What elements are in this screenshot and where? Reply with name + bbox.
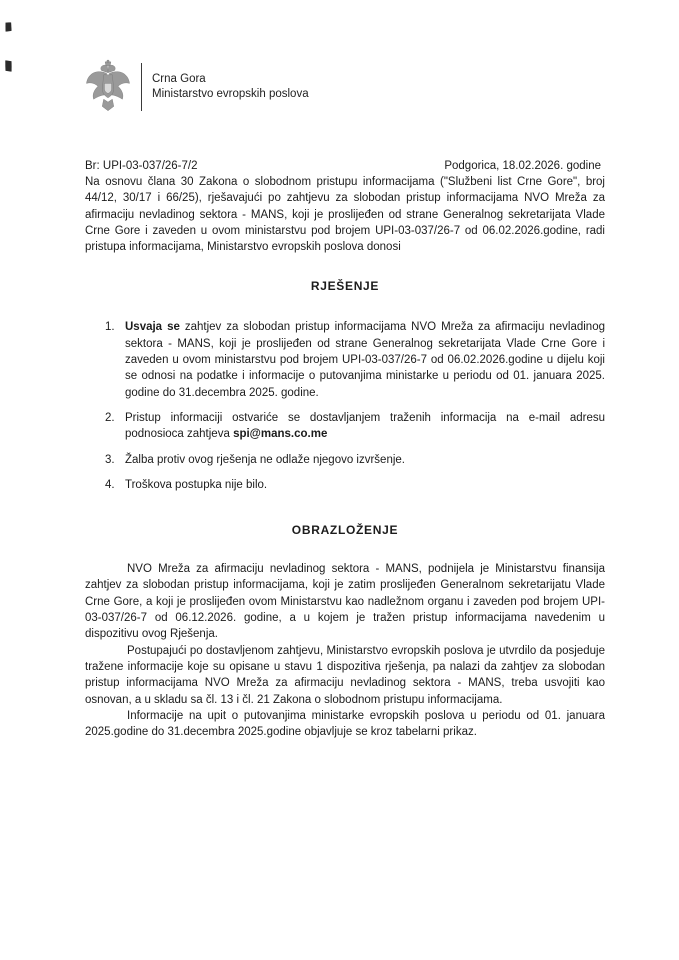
email-address: spi@mans.co.me	[233, 428, 328, 441]
country-name: Crna Gora	[152, 73, 206, 85]
decision-item-1	[105, 319, 605, 400]
explanation-paragraph-2: Postupajući po dostavljenom zahtjevu, Ministarstvo evropskih poslova je utvrdilo da posjeduje tražene informacije koje su opisane u stavu 1 dispozitiva rješenja, pa nalazi da zahtjev za slobodan pristup informacijama NVO Mreža za afirmaciju nevladinog sektora - MANS, treba usvojiti kao osnovan, a u skladu sa čl. 13 i čl. 21 Zakona o slobodnom pristupu informacijama.	[85, 644, 605, 706]
decision-item-2	[105, 410, 605, 443]
item-bold-lead: Usvaja se	[125, 321, 180, 334]
letterhead	[85, 58, 605, 116]
letterhead-divider	[141, 63, 142, 111]
item-number: 2.	[105, 411, 115, 424]
item-number: 1.	[105, 321, 115, 334]
explanation-paragraph-1: NVO Mreža za afirmaciju nevladinog sektora - MANS, podnijela je Ministarstvu finansija zahtjev za slobodan pristup informacijama, koji je zatim proslijeđen Generalnom sekretarijatu Vlade Crne Gore, a koji je proslijeđen ovom Ministarstvu kao nadležnom organu i zaveden pod brojem UPI-03-037/26-7 od 06.12.2026. godine, a u kojem je tražen pristup informacijama navedenim u dispozitivu ovog Rješenja.	[85, 563, 605, 641]
item-text: Žalba protiv ovog rješenja ne odlaže njegovo izvršenje.	[125, 453, 405, 466]
item-text	[125, 410, 605, 443]
decision-item-3	[105, 452, 605, 468]
item-text	[125, 319, 605, 400]
decision-title: RJEŠENJE	[310, 279, 380, 294]
scan-artifact	[5, 60, 13, 72]
ministry-name: Ministarstvo evropskih poslova	[152, 88, 309, 100]
item-number: 4.	[105, 478, 115, 491]
decision-item-4	[105, 477, 605, 493]
reference-line	[85, 158, 605, 174]
item-rest: Pristup informaciji ostvariće se dostavljanjem traženih informacija na e-mail adresu podnosioca zahtjeva	[125, 411, 605, 441]
place-date: Podgorica, 18.02.2026. godine	[444, 160, 601, 172]
decision-items	[85, 319, 605, 493]
item-rest: zahtjev za slobodan pristup informacijama NVO Mreža za afirmaciju nevladinog sektora - MANS, koji je proslijeđen od strane Generalnog sekretarijata Vlade Crne Gore i zaveden u ovom ministarstvu pod brojem UPI-03-037/26-7 od 06.02.2026.godine u dijelu koji se odnosi na podatke i informacije o putovanjima ministarke u periodu od 01. januara 2025. godine do 31.decembra 2025. godine.	[125, 321, 605, 399]
montenegro-coat-of-arms-icon	[85, 59, 131, 115]
explanation-paragraph-3: Informacije na upit o putovanjima ministarke evropskih poslova u periodu od 01. januara 2025.godine do 31.decembra 2025.godine objavljuje se kroz tabelarni prikaz.	[85, 709, 605, 739]
intro-paragraph: Na osnovu člana 30 Zakona o slobodnom pristupu informacijama ("Službeni list Crne Gore", broj 44/12, 30/17 i 66/25), rješavajući po zahtjevu za slobodan pristup informacijama NVO Mreža za afirmaciju nevladinog sektora - MANS, koji je proslijeđen od strane Generalnog sekretarijata Vlade Crne Gore i zaveden u ovom ministarstvu pod brojem UPI-03-037/26-7 od 06.02.2026.godine, radi pristupa informacijama, Ministarstvo evropskih poslova donosi	[85, 176, 605, 254]
item-text: Troškova postupka nije bilo.	[125, 478, 268, 491]
reference-number: Br: UPI-03-037/26-7/2	[85, 160, 198, 172]
explanation-title: OBRAZLOŽENJE	[291, 523, 399, 538]
item-number: 3.	[105, 453, 115, 466]
scan-artifact	[4, 22, 12, 33]
